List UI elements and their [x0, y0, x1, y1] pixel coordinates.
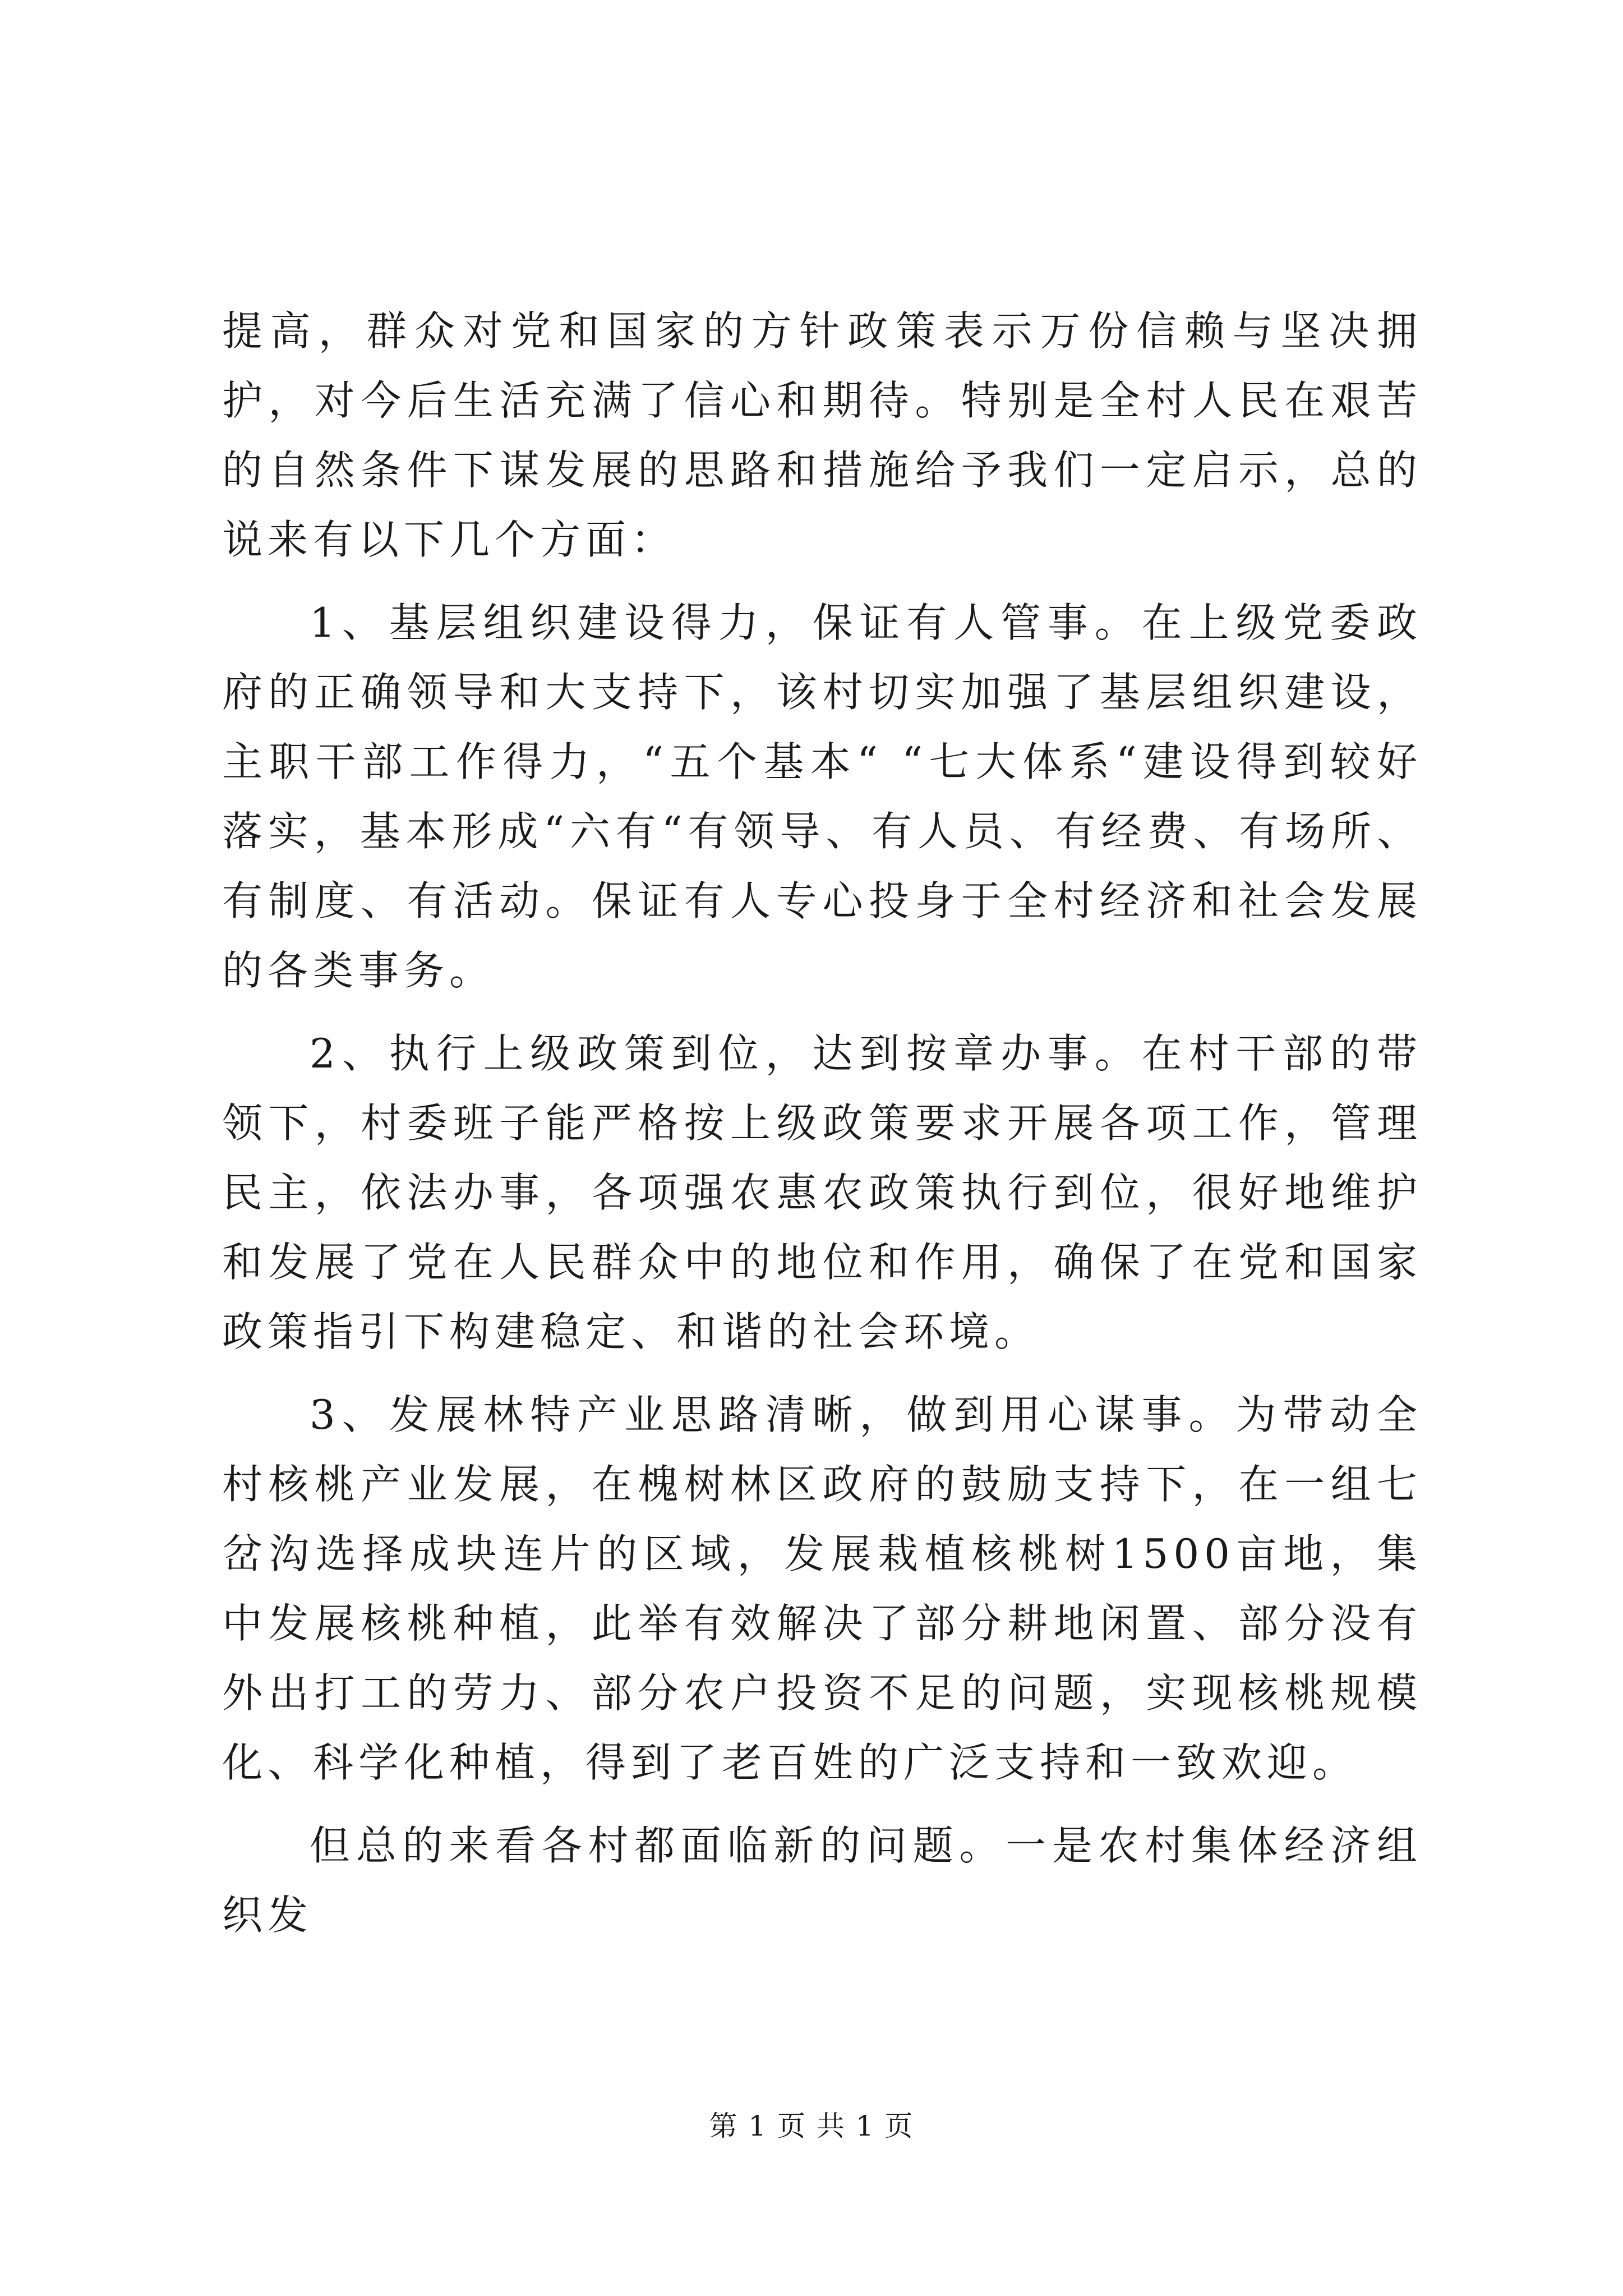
paragraph-point-3: 3、发展林特产业思路清晰，做到用心谋事。为带动全村核桃产业发展，在槐树林区政府的鼓励支持下，在一组七岔沟选择成块连片的区域，发展栽植核桃树1500亩地，集中发展核桃种植，此举有效解决了部分耕地闲置、部分没有外出打工的劳力、部分农户投资不足的问题，实现核桃规模化、科学化种植，得到了老百姓的广泛支持和一致欢迎。 [222, 1391, 1422, 1786]
paragraph-point-2: 2、执行上级政策到位，达到按章办事。在村干部的带领下，村委班子能严格按上级政策要求开展各项工作，管理民主，依法办事，各项强农惠农政策执行到位，很好地维护和发展了党在人民群众中的地位和作用，确保了在党和国家政策指引下构建稳定、和谐的社会环境。 [222, 1030, 1422, 1355]
page-number-footer: 第 1 页 共 1 页 [709, 2110, 914, 2142]
paragraph-summary: 但总的来看各村都面临新的问题。一是农村集体经济组织发 [222, 1822, 1422, 1939]
document-body [222, 296, 1422, 1950]
paragraph-intro: 提高，群众对党和国家的方针政策表示万份信赖与坚决拥护，对今后生活充满了信心和期待。特别是全村人民在艰苦的自然条件下谋发展的思路和措施给予我们一定启示，总的说来有以下几个方面： [222, 307, 1422, 563]
paragraph-point-1: 1、基层组织建设得力，保证有人管事。在上级党委政府的正确领导和大支持下，该村切实加强了基层组织建设，主职干部工作得力，“五个基本“ “七大体系“建设得到较好落实，基本形成“六有“有领导、有人员、有经费、有场所、有制度、有活动。保证有人专心投身于全村经济和社会发展的各类事务。 [222, 599, 1422, 994]
